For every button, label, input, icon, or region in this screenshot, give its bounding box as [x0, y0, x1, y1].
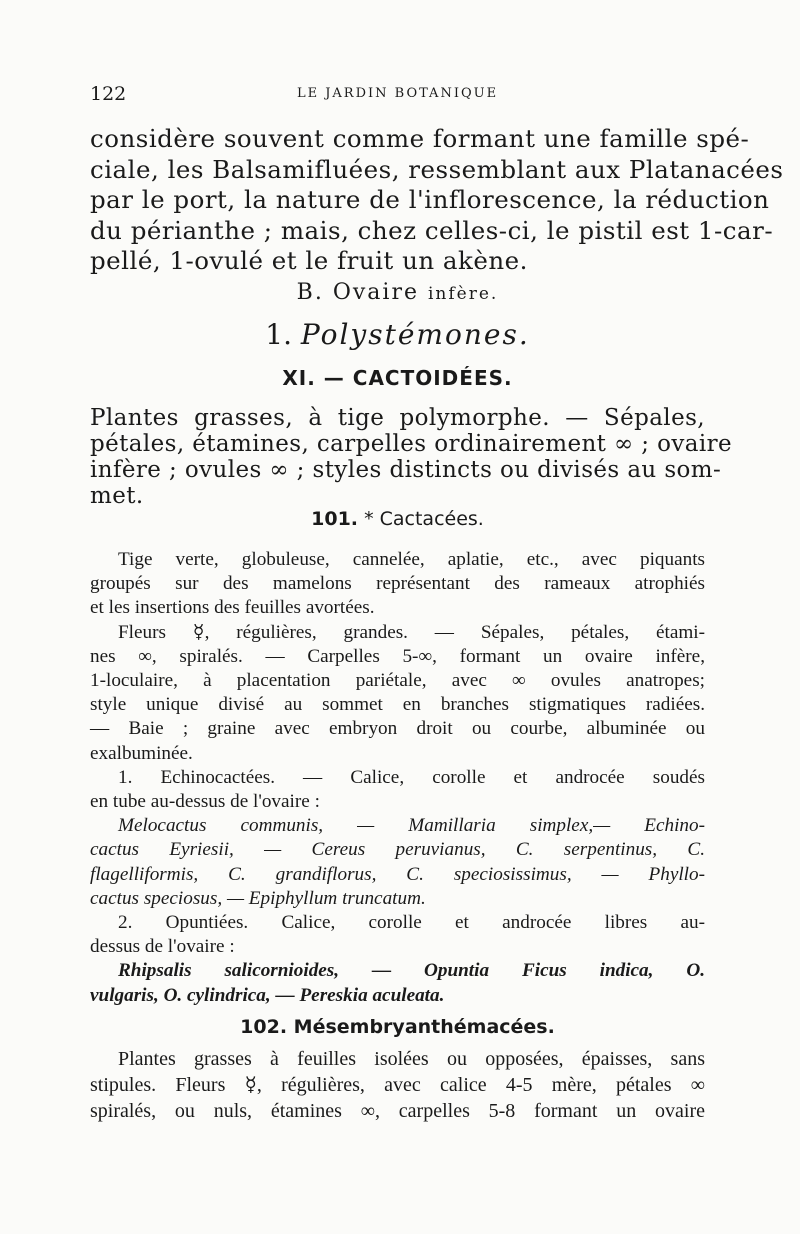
family-heading: XI. — CACTOIDÉES.	[282, 366, 513, 390]
heading-name: Mésembryanthémacées.	[293, 1016, 555, 1038]
text-line: met.	[90, 483, 144, 509]
text-line: Tige verte, globuleuse, cannelée, aplatie, etc., avec piquants	[118, 549, 705, 570]
subsection-title: Polystémones.	[300, 318, 530, 351]
text-line: 1-loculaire, à placentation pariétale, avec ∞ ovules anatropes;	[90, 670, 705, 692]
intro-paragraph	[90, 124, 784, 277]
mesembryanthemaceae-text	[90, 1046, 705, 1124]
text-line: pétales, étamines, carpelles ordinairement ∞ ; ovaire	[90, 431, 733, 457]
text-line: 1. Echinocactées. — Calice, corolle et androcée soudés	[118, 766, 705, 788]
section-title-rest: infère.	[427, 284, 499, 304]
text-line: — Baie ; graine avec embryon droit ou courbe, albuminée ou	[90, 718, 705, 740]
text-line: Fleurs ☿, régulières, grandes. — Sépales, pétales, étami-	[118, 621, 705, 643]
cactaceae-text	[90, 548, 705, 1008]
page-header	[90, 83, 705, 107]
heading-number: 102.	[240, 1016, 288, 1038]
species-line: Melocactus communis, — Mamillaria simplex,— Echino-	[118, 815, 705, 837]
species-line: Rhipsalis salicornioides, — Opuntia Ficus indica, O.	[118, 960, 705, 982]
text-line: et les insertions des feuilles avortées.	[90, 597, 375, 619]
text-line: groupés sur des mamelons représentant des rameaux atrophiés	[90, 573, 705, 595]
heading-number: 101.	[311, 508, 359, 530]
subsection-heading	[90, 318, 705, 351]
text-line: Plantes grasses, à tige polymorphe. — Sépales,	[90, 405, 705, 431]
text-line: considère souvent comme formant une famille spé-	[90, 124, 750, 153]
species-line: flagelliformis, C. grandiflorus, C. speciosissimus, — Phyllo-	[90, 863, 705, 885]
text-line: spiralés, ou nuls, étamines ∞, carpelles 5-8 formant un ovaire	[90, 1100, 705, 1122]
section-letter: B.	[296, 280, 324, 305]
subsection-number: 1.	[265, 318, 292, 351]
text-line: style unique divisé au sommet en branches stigmatiques radiées.	[90, 694, 705, 716]
section-title: Ovaire	[332, 280, 419, 305]
text-line: dessus de l'ovaire :	[90, 936, 235, 958]
text-line: du périanthe ; mais, chez celles-ci, le pistil est 1-car-	[90, 215, 774, 245]
text-line: en tube au-dessus de l'ovaire :	[90, 791, 320, 813]
section-heading	[90, 280, 705, 305]
asterisk-marker: *	[364, 508, 374, 530]
cactaceae-heading	[90, 508, 705, 530]
species-line: vulgaris, O. cylindrica, — Pereskia aculeata.	[90, 984, 445, 1006]
text-line: pellé, 1-ovulé et le fruit un akène.	[90, 246, 528, 275]
mesembryanthemaceae-heading	[90, 1016, 705, 1038]
species-line: cactus Eyriesii, — Cereus peruvianus, C. serpentinus, C.	[90, 839, 705, 861]
heading-name: Cactacées.	[379, 508, 484, 530]
family-description	[90, 405, 733, 509]
text-line: Plantes grasses à feuilles isolées ou opposées, épaisses, sans	[118, 1048, 705, 1070]
text-line: par le port, la nature de l'inflorescence, la réduction	[90, 185, 770, 214]
page-number: 122	[90, 83, 127, 105]
text-line: infère ; ovules ∞ ; styles distincts ou divisés au som-	[90, 457, 722, 483]
text-line: exalbuminée.	[90, 742, 193, 764]
running-title: LE JARDIN BOTANIQUE	[296, 86, 499, 101]
text-line: stipules. Fleurs ☿, régulières, avec calice 4-5 mère, pétales ∞	[90, 1074, 705, 1096]
text-line: nes ∞, spiralés. — Carpelles 5-∞, formant un ovaire infère,	[90, 645, 705, 667]
text-line: ciale, les Balsamifluées, ressemblant aux Platanacées	[90, 154, 784, 184]
text-line: 2. Opuntiées. Calice, corolle et androcée libres au-	[118, 912, 705, 934]
species-line: cactus speciosus, — Epiphyllum truncatum.	[90, 887, 426, 909]
